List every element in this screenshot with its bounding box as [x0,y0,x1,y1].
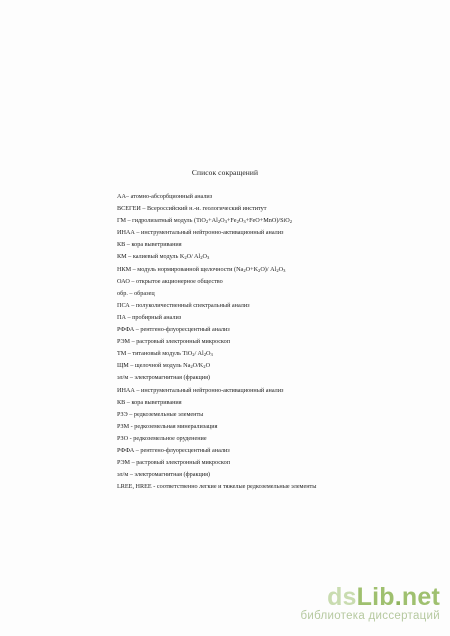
logo-net: net [401,583,440,611]
abbreviation-entry: ИНАА – инструментальный нейтронно-активационный анализ [117,386,284,394]
abbreviation-entry: ИНАА – инструментальный нейтронно-активационный анализ [117,229,284,237]
abbreviation-entry: ПА – пробирный анализ [117,313,182,321]
abbreviation-entry: эл/м – электромагнитная (фракция) [117,471,210,479]
logo-lib: Lib [356,583,395,611]
abbreviation-entry: ВСЕГЕИ – Всероссийский н.-и. геологический институт [117,205,267,213]
abbreviation-entry: ГМ – гидролизатный модуль $(TiO_2+Al_2O_3+Fe_2O_3+FeO+MnO)/SiO_2$ [117,217,293,225]
logo-dot: . [394,583,402,611]
abbreviation-entry: ОАО – открытое акционерное общество [117,277,223,285]
abbreviation-entry: РЗО - редкоземельное оруденение [117,434,207,442]
abbreviation-entry: обр. – образец [117,289,155,297]
abbreviation-entry: ЩМ – щелочной модуль $Na_2O/K_2O$ [117,362,211,370]
dslib-logo [300,585,440,609]
abbreviation-entry: эл/м – электромагнитная (фракция) [117,374,210,382]
abbreviation-entry: ПСА – полуколичественный спектральный анализ [117,301,250,309]
dslib-watermark [300,585,440,622]
abbreviation-entry: НКМ – модуль нормированной щелочности $(Na_2O+K_2O)/$ $Al_2O_3$ [117,265,286,273]
abbreviation-entry: РФФА – рентгено-флуоресцентный анализ [117,446,230,454]
abbreviation-entry: РЭМ – растровый электронный микроскоп [117,338,231,346]
watermark-subtitle: библиотека диссертаций [300,610,440,622]
abbreviation-entry: РЗМ - редкоземельная минерализация [117,422,218,430]
abbreviation-list [117,193,417,495]
page-title: Список сокращений [191,168,259,177]
abbreviation-entry: АА– атомно-абсорбционный анализ [117,193,213,200]
abbreviation-entry: ТМ – титановый модуль TiO$_2$/ $Al_2O_3$ [117,350,213,358]
abbreviation-entry: РЗЭ – редкоземельные элементы [117,410,204,418]
abbreviation-entry: LREE, HREE - соответственно легкие и тяжелые редкоземельные элементы [117,483,317,491]
logo-ds: ds [327,583,357,611]
abbreviation-entry: КВ – кора выветривания [117,241,182,249]
abbreviation-entry: РФФА – рентгено-флуоресцентный анализ [117,326,230,334]
abbreviation-entry: КМ – калиевый модуль $K_2O/$ $Al_2O_3$ [117,253,210,261]
abbreviation-entry: РЭМ – растровый электронный микроскоп [117,459,231,467]
abbreviation-entry: КВ – кора выветривания [117,398,182,406]
